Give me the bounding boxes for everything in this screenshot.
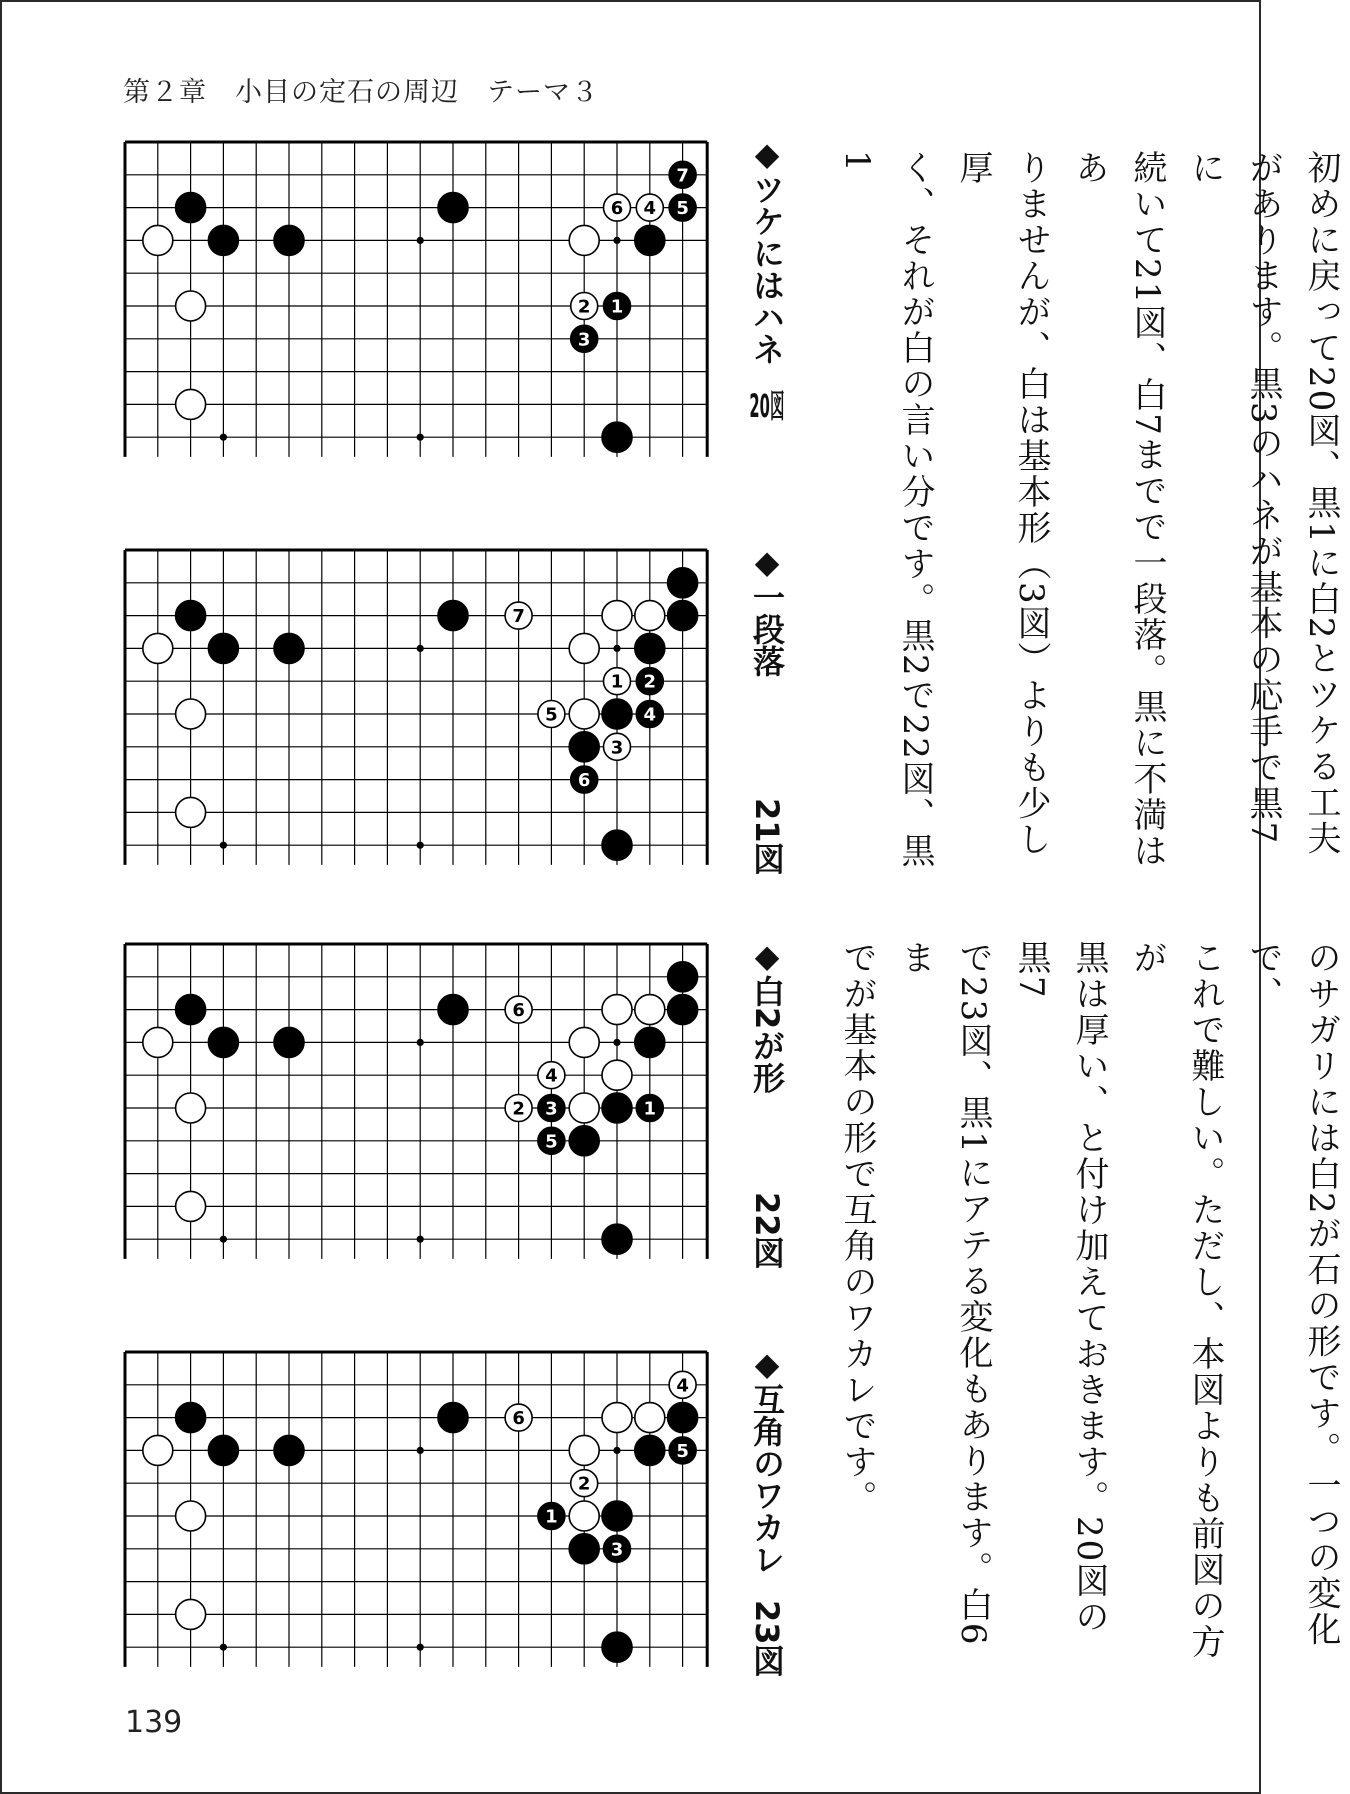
move-number: 6 bbox=[577, 770, 591, 792]
star-point bbox=[417, 1644, 424, 1651]
figure-label-20 bbox=[748, 390, 786, 422]
move-number: 5 bbox=[545, 704, 558, 726]
go-board-22 bbox=[123, 942, 723, 1262]
star-point bbox=[220, 434, 227, 441]
stone-disc bbox=[176, 1599, 206, 1629]
move-number: 4 bbox=[676, 1375, 689, 1397]
black-stone bbox=[438, 1403, 468, 1433]
move-number: 3 bbox=[610, 737, 624, 759]
black-stone-5 bbox=[669, 1437, 696, 1464]
stone-disc bbox=[569, 732, 599, 762]
stone-disc bbox=[668, 962, 698, 992]
stone-disc bbox=[208, 1435, 238, 1465]
white-stone-4 bbox=[636, 194, 663, 221]
white-stone bbox=[176, 1599, 206, 1629]
black-stone bbox=[602, 422, 632, 452]
black-stone bbox=[438, 601, 468, 631]
black-stone bbox=[208, 1027, 238, 1057]
black-stone bbox=[569, 1126, 599, 1156]
stone-disc bbox=[176, 291, 206, 321]
black-stone bbox=[176, 1403, 206, 1433]
move-number: 4 bbox=[643, 198, 657, 220]
black-stone-1 bbox=[538, 1503, 565, 1530]
black-stone-3 bbox=[538, 1095, 565, 1122]
black-stone bbox=[208, 225, 238, 255]
stone-disc bbox=[569, 1126, 599, 1156]
star-point bbox=[613, 1039, 620, 1046]
white-stone-7 bbox=[505, 602, 532, 629]
star-point bbox=[417, 1236, 424, 1243]
move-number: 2 bbox=[577, 1473, 591, 1495]
move-number: 6 bbox=[512, 1000, 525, 1022]
stone-disc bbox=[635, 1027, 665, 1057]
go-diagram-22 bbox=[123, 942, 723, 1262]
diagram-caption-21: ◆一段落 bbox=[748, 543, 786, 677]
stone-disc bbox=[602, 1224, 632, 1254]
stone-disc bbox=[208, 225, 238, 255]
stone-disc bbox=[274, 633, 304, 663]
black-stone bbox=[569, 732, 599, 762]
star-point bbox=[613, 237, 620, 244]
stone-disc bbox=[635, 995, 665, 1025]
black-stone bbox=[274, 633, 304, 663]
stone-disc bbox=[176, 389, 206, 419]
white-stone bbox=[569, 1501, 599, 1531]
black-stone-1 bbox=[604, 293, 631, 320]
white-stone-6 bbox=[505, 1404, 532, 1431]
stone-disc bbox=[569, 699, 599, 729]
white-stone-2 bbox=[571, 1470, 598, 1497]
star-point bbox=[417, 237, 424, 244]
black-stone bbox=[668, 962, 698, 992]
paragraph-1-line-4: りませんが、白は基本形（3図）よりも少し厚 bbox=[953, 150, 1051, 858]
white-stone bbox=[143, 225, 173, 255]
move-number: 1 bbox=[610, 671, 624, 693]
go-board-20 bbox=[123, 140, 723, 460]
paragraph-1-line-2: があります。黒3のハネが基本の応手で黒7に bbox=[1185, 150, 1283, 846]
black-stone-7 bbox=[669, 161, 696, 188]
stone-disc bbox=[569, 1534, 599, 1564]
stone-disc bbox=[569, 633, 599, 663]
star-point bbox=[417, 645, 424, 652]
stone-disc bbox=[438, 193, 468, 223]
black-stone bbox=[602, 1632, 632, 1662]
white-stone-3 bbox=[604, 733, 631, 760]
move-number: 2 bbox=[512, 1098, 525, 1120]
star-point bbox=[417, 434, 424, 441]
black-stone bbox=[635, 633, 665, 663]
black-stone-4 bbox=[636, 701, 663, 728]
star-point bbox=[417, 1447, 424, 1454]
stone-disc bbox=[176, 193, 206, 223]
figure-label-22 bbox=[748, 1192, 786, 1269]
black-stone bbox=[635, 1435, 665, 1465]
stone-disc bbox=[602, 1501, 632, 1531]
move-number: 5 bbox=[676, 1440, 689, 1462]
black-stone bbox=[274, 225, 304, 255]
figure-label-20-text: 20図 bbox=[749, 390, 785, 422]
black-stone bbox=[569, 1534, 599, 1564]
black-stone-3 bbox=[571, 325, 598, 352]
stone-disc bbox=[274, 1027, 304, 1057]
stone-disc bbox=[438, 995, 468, 1025]
star-point bbox=[417, 1039, 424, 1046]
move-number: 1 bbox=[610, 296, 624, 318]
white-stone bbox=[635, 601, 665, 631]
white-stone bbox=[602, 1403, 632, 1433]
black-stone-5 bbox=[669, 194, 696, 221]
white-stone-6 bbox=[505, 996, 532, 1023]
star-point bbox=[220, 842, 227, 849]
stone-disc bbox=[635, 633, 665, 663]
stone-disc bbox=[602, 995, 632, 1025]
go-diagram-21 bbox=[123, 548, 723, 868]
diagram-caption-20: ◆ツケにはハネ bbox=[748, 135, 786, 365]
stone-disc bbox=[602, 422, 632, 452]
stone-disc bbox=[569, 1093, 599, 1123]
move-number: 4 bbox=[643, 704, 657, 726]
stone-disc bbox=[569, 1501, 599, 1531]
white-stone bbox=[176, 797, 206, 827]
white-stone bbox=[176, 699, 206, 729]
black-stone-2 bbox=[636, 668, 663, 695]
white-stone bbox=[176, 1191, 206, 1221]
black-stone bbox=[635, 225, 665, 255]
white-stone bbox=[635, 995, 665, 1025]
paragraph-2-line-5: でが基本の形で互角のワカレです。 bbox=[837, 940, 877, 1516]
figure-label-21 bbox=[748, 798, 786, 875]
paragraph-2-line-2: これで難しい。ただし、本図よりも前図の方が bbox=[1127, 940, 1225, 1660]
black-stone-3 bbox=[604, 1535, 631, 1562]
move-number: 3 bbox=[577, 329, 591, 351]
white-stone bbox=[569, 1435, 599, 1465]
paragraph-1-line-3: 続いて21図、白7までで一段落。黒に不満はあ bbox=[1069, 150, 1167, 869]
black-stone bbox=[668, 568, 698, 598]
black-stone bbox=[668, 1403, 698, 1433]
running-header: 第２章 小目の定石の周辺 テーマ３ bbox=[123, 77, 599, 108]
stone-disc bbox=[668, 568, 698, 598]
move-number: 6 bbox=[610, 198, 624, 220]
black-stone bbox=[602, 1224, 632, 1254]
white-stone bbox=[602, 995, 632, 1025]
stone-disc bbox=[668, 995, 698, 1025]
stone-disc bbox=[438, 1403, 468, 1433]
move-number: 6 bbox=[512, 1408, 525, 1430]
white-stone bbox=[602, 1060, 632, 1090]
stone-disc bbox=[143, 633, 173, 663]
black-stone bbox=[176, 995, 206, 1025]
stone-disc bbox=[176, 797, 206, 827]
white-stone-5 bbox=[538, 701, 565, 728]
stone-disc bbox=[602, 830, 632, 860]
black-stone bbox=[602, 1501, 632, 1531]
white-stone bbox=[176, 291, 206, 321]
diagram-caption-23: ◆互角のワカレ bbox=[748, 1345, 786, 1575]
move-number: 3 bbox=[610, 1539, 624, 1561]
black-stone bbox=[438, 995, 468, 1025]
white-stone bbox=[143, 1435, 173, 1465]
black-stone bbox=[208, 633, 238, 663]
paragraph-1-line-1: 初めに戻って20図、黒1に白2とツケる工夫 bbox=[1301, 150, 1341, 857]
black-stone bbox=[602, 699, 632, 729]
stone-disc bbox=[668, 1403, 698, 1433]
paragraph-2-line-1: のサガリには白2が石の形です。一つの変化で、 bbox=[1243, 940, 1341, 1648]
stone-disc bbox=[602, 601, 632, 631]
black-stone-5 bbox=[538, 1127, 565, 1154]
white-stone-1 bbox=[604, 668, 631, 695]
star-point bbox=[220, 1236, 227, 1243]
page-number: 139 bbox=[125, 1705, 183, 1740]
white-stone bbox=[569, 699, 599, 729]
stone-disc bbox=[635, 601, 665, 631]
white-stone bbox=[635, 1403, 665, 1433]
move-number: 7 bbox=[676, 165, 689, 187]
white-stone bbox=[143, 633, 173, 663]
black-stone bbox=[208, 1435, 238, 1465]
figure-label-22-text: 22図 bbox=[748, 1192, 786, 1269]
stone-disc bbox=[176, 601, 206, 631]
figure-label-21-text: 21図 bbox=[748, 798, 786, 875]
stone-disc bbox=[176, 1501, 206, 1531]
go-diagram-23 bbox=[123, 1350, 723, 1670]
star-point bbox=[417, 842, 424, 849]
figure-label-23 bbox=[748, 1600, 786, 1677]
white-stone bbox=[176, 1093, 206, 1123]
figure-label-23-text: 23図 bbox=[748, 1600, 786, 1677]
star-point bbox=[613, 1447, 620, 1454]
white-stone bbox=[176, 1501, 206, 1531]
stone-disc bbox=[176, 995, 206, 1025]
stone-disc bbox=[602, 699, 632, 729]
white-stone bbox=[569, 1093, 599, 1123]
stone-disc bbox=[602, 1060, 632, 1090]
stone-disc bbox=[635, 1435, 665, 1465]
black-stone-6 bbox=[571, 766, 598, 793]
white-stone bbox=[143, 1027, 173, 1057]
stone-disc bbox=[602, 1632, 632, 1662]
stone-disc bbox=[208, 1027, 238, 1057]
white-stone bbox=[569, 1027, 599, 1057]
black-stone bbox=[274, 1027, 304, 1057]
move-number: 5 bbox=[676, 198, 689, 220]
move-number: 1 bbox=[643, 1098, 657, 1120]
star-point bbox=[613, 645, 620, 652]
go-board-21 bbox=[123, 548, 723, 868]
white-stone-4 bbox=[538, 1062, 565, 1089]
white-stone-2 bbox=[571, 293, 598, 320]
diagram-caption-22: ◆白2が形 bbox=[748, 937, 786, 1094]
go-board-23 bbox=[123, 1350, 723, 1670]
paragraph-1 bbox=[828, 150, 1350, 870]
black-stone bbox=[602, 1093, 632, 1123]
stone-disc bbox=[602, 1093, 632, 1123]
paragraph-2-line-4: で23図、黒1にアテる変化もあります。白6ま bbox=[895, 940, 993, 1647]
black-stone bbox=[438, 193, 468, 223]
stone-disc bbox=[143, 1435, 173, 1465]
black-stone bbox=[668, 995, 698, 1025]
stone-disc bbox=[143, 225, 173, 255]
go-diagram-20 bbox=[123, 140, 723, 460]
paragraph-2-line-3: 黒は厚い、と付け加えておきます。20図の黒7 bbox=[1011, 940, 1109, 1636]
white-stone-2 bbox=[505, 1095, 532, 1122]
black-stone bbox=[274, 1435, 304, 1465]
stone-disc bbox=[208, 633, 238, 663]
white-stone bbox=[569, 633, 599, 663]
white-stone-6 bbox=[604, 194, 631, 221]
black-stone bbox=[176, 601, 206, 631]
move-number: 2 bbox=[643, 671, 657, 693]
black-stone bbox=[602, 830, 632, 860]
stone-disc bbox=[668, 601, 698, 631]
move-number: 7 bbox=[512, 606, 525, 628]
stone-disc bbox=[176, 1403, 206, 1433]
paragraph-1-line-5: く、それが白の言い分です。黒2で22図、黒1 bbox=[837, 150, 935, 869]
white-stone bbox=[602, 601, 632, 631]
black-stone bbox=[635, 1027, 665, 1057]
stone-disc bbox=[143, 1027, 173, 1057]
black-stone bbox=[668, 601, 698, 631]
black-stone bbox=[176, 193, 206, 223]
stone-disc bbox=[176, 1093, 206, 1123]
stone-disc bbox=[602, 1403, 632, 1433]
white-stone bbox=[569, 225, 599, 255]
stone-disc bbox=[635, 225, 665, 255]
star-point bbox=[220, 1644, 227, 1651]
stone-disc bbox=[569, 1435, 599, 1465]
move-number: 2 bbox=[577, 296, 591, 318]
stone-disc bbox=[569, 1027, 599, 1057]
stone-disc bbox=[569, 225, 599, 255]
move-number: 4 bbox=[545, 1065, 558, 1087]
white-stone-4 bbox=[669, 1371, 696, 1398]
paragraph-2 bbox=[828, 940, 1350, 1660]
stone-disc bbox=[274, 225, 304, 255]
stone-disc bbox=[176, 699, 206, 729]
black-stone-1 bbox=[636, 1095, 663, 1122]
stone-disc bbox=[438, 601, 468, 631]
stone-disc bbox=[176, 1191, 206, 1221]
move-number: 5 bbox=[545, 1131, 558, 1153]
stone-disc bbox=[274, 1435, 304, 1465]
move-number: 3 bbox=[545, 1098, 558, 1120]
stone-disc bbox=[635, 1403, 665, 1433]
move-number: 1 bbox=[545, 1506, 558, 1528]
white-stone bbox=[176, 389, 206, 419]
